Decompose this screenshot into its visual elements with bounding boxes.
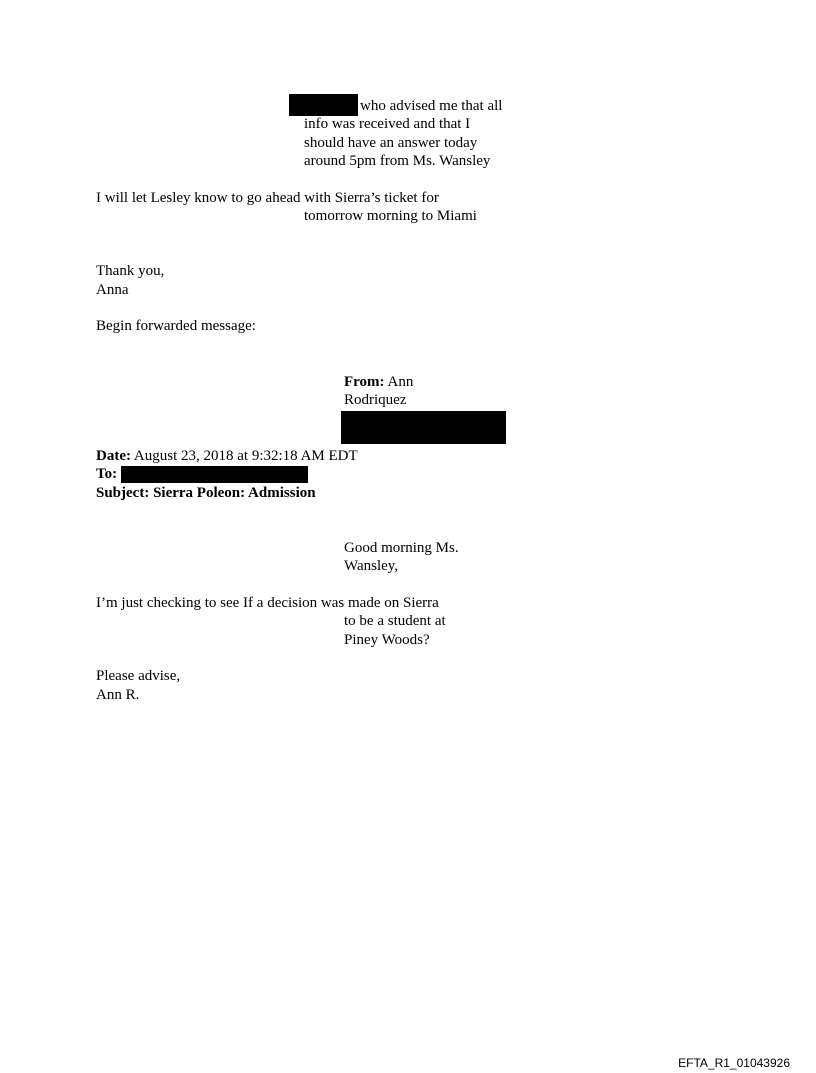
greeting-line: Wansley, bbox=[344, 558, 399, 574]
redaction-block bbox=[341, 411, 506, 444]
signature-text: Ann R. bbox=[96, 687, 140, 703]
reply-line: around 5pm from Ms. Wansley bbox=[304, 153, 491, 169]
from-line bbox=[344, 373, 413, 391]
from-label: From: bbox=[344, 374, 385, 390]
forward-intro: Begin forwarded message: bbox=[96, 318, 256, 334]
subject-value: Sierra Poleon: Admission bbox=[153, 485, 316, 501]
reply-line: should have an answer today bbox=[304, 135, 478, 151]
to-line bbox=[96, 465, 117, 483]
from-last-name: Rodriquez bbox=[344, 392, 407, 408]
reply-line: info was received and that I bbox=[304, 116, 471, 132]
redaction-block bbox=[121, 466, 308, 483]
body-line: I’m just checking to see If a decision was made on Sierra bbox=[96, 595, 439, 611]
reply-line: who advised me that all bbox=[360, 98, 503, 114]
closing-text: Thank you, bbox=[96, 263, 165, 279]
closing-text: Please advise, bbox=[96, 668, 181, 684]
from-first-name: Ann bbox=[387, 374, 414, 390]
subject-label: Subject: bbox=[96, 485, 150, 501]
date-value: August 23, 2018 at 9:32:18 AM EDT bbox=[133, 448, 358, 464]
document-id: EFTA_R1_01043926 bbox=[678, 1056, 790, 1070]
reply-line: tomorrow morning to Miami bbox=[304, 208, 477, 224]
redaction-block bbox=[289, 94, 358, 116]
subject-line bbox=[96, 484, 316, 502]
reply-line: I will let Lesley know to go ahead with Sierra’s ticket for bbox=[96, 190, 439, 206]
to-label: To: bbox=[96, 466, 118, 482]
body-line: to be a student at bbox=[344, 613, 446, 629]
signature-text: Anna bbox=[96, 282, 129, 298]
date-label: Date: bbox=[96, 448, 131, 464]
date-line bbox=[96, 447, 358, 465]
greeting-line: Good morning Ms. bbox=[344, 540, 459, 556]
body-line: Piney Woods? bbox=[344, 632, 430, 648]
